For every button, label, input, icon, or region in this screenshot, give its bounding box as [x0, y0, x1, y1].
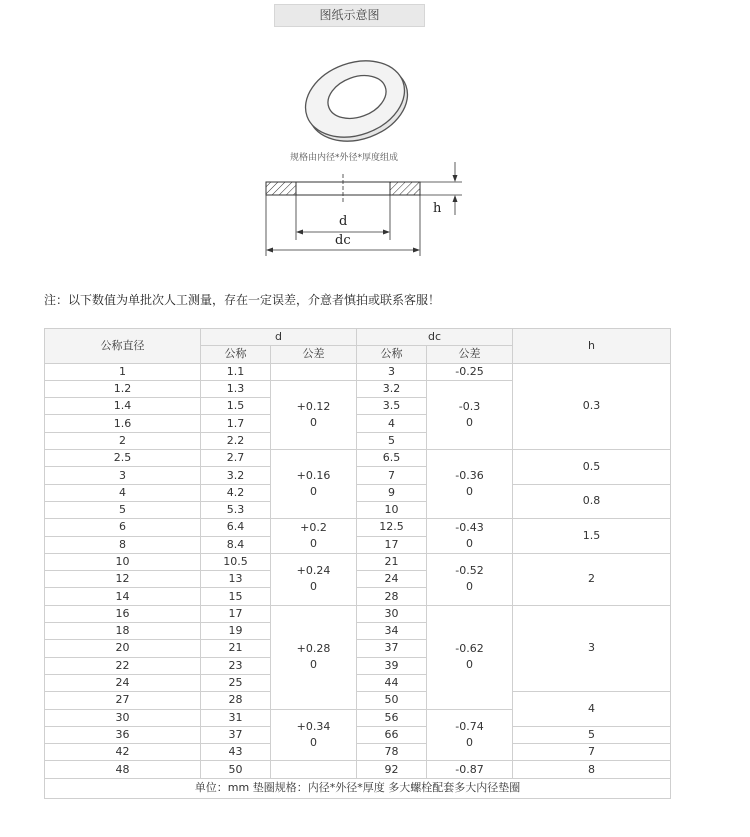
cell-dc-tolerance	[427, 519, 513, 554]
cell-nominal: 18	[45, 623, 201, 640]
cell-h: 8	[513, 761, 671, 778]
cell-dc: 5	[357, 432, 427, 449]
cell-dc: 37	[357, 640, 427, 657]
cell-dc-tolerance-upper: -0.36	[455, 469, 484, 483]
cell-dc-tolerance-lower: 0	[466, 415, 474, 429]
cell-dc-tolerance	[427, 761, 513, 778]
cell-h: 0.8	[513, 484, 671, 519]
cell-dc-tolerance-lower: 0	[466, 580, 474, 594]
cell-dc: 3	[357, 363, 427, 380]
cell-d-tolerance	[271, 553, 357, 605]
cell-d-tolerance-lower: 0	[310, 537, 317, 551]
cell-nominal: 8	[45, 536, 201, 553]
table-row	[45, 692, 671, 709]
cell-nominal: 1.2	[45, 380, 201, 397]
cell-h: 2	[513, 553, 671, 605]
cell-d: 25	[201, 674, 271, 691]
cell-nominal: 6	[45, 519, 201, 536]
cell-h: 5	[513, 726, 671, 743]
spec-table	[44, 328, 671, 799]
label-h: h	[433, 201, 442, 216]
label-dc: dc	[335, 233, 351, 248]
cell-d: 50	[201, 761, 271, 778]
cell-dc-tolerance-upper: -0.62	[455, 642, 484, 656]
cell-d-tolerance-lower: 0	[310, 580, 317, 594]
cell-dc-tolerance-upper: -0.43	[455, 521, 484, 535]
cell-h: 1.5	[513, 519, 671, 554]
cell-dc: 78	[357, 744, 427, 761]
cell-nominal: 27	[45, 692, 201, 709]
table-footer: 单位：mm 垫圈规格：内径*外径*厚度 多大螺栓配套多大内径垫圈	[45, 778, 671, 798]
cell-dc: 21	[357, 553, 427, 570]
cell-dc: 28	[357, 588, 427, 605]
cell-dc: 66	[357, 726, 427, 743]
cell-d: 2.7	[201, 450, 271, 467]
cell-nominal: 1.4	[45, 398, 201, 415]
cell-d: 15	[201, 588, 271, 605]
cell-d: 8.4	[201, 536, 271, 553]
cell-dc: 44	[357, 674, 427, 691]
cell-d: 37	[201, 726, 271, 743]
cell-d-tolerance	[271, 363, 357, 380]
table-row	[45, 363, 671, 380]
cell-d: 5.3	[201, 501, 271, 518]
cell-nominal: 2.5	[45, 450, 201, 467]
cell-dc: 12.5	[357, 519, 427, 536]
cell-nominal: 20	[45, 640, 201, 657]
cell-d: 1.7	[201, 415, 271, 432]
washer-diagram	[0, 0, 750, 280]
header-h: h	[513, 329, 671, 364]
cell-nominal: 12	[45, 571, 201, 588]
cell-d-tolerance-upper: +0.28	[296, 642, 331, 656]
cell-h: 4	[513, 692, 671, 727]
cell-d: 19	[201, 623, 271, 640]
cell-dc: 3.2	[357, 380, 427, 397]
cell-nominal: 16	[45, 605, 201, 622]
cell-dc-tolerance-upper: -0.25	[455, 364, 484, 378]
cell-dc: 17	[357, 536, 427, 553]
cell-d: 1.1	[201, 363, 271, 380]
cell-dc-tolerance-upper: -0.3	[458, 399, 481, 413]
cell-d-tolerance	[271, 761, 357, 778]
diagram-title: 图纸示意图	[274, 4, 425, 27]
cell-dc: 34	[357, 623, 427, 640]
cell-nominal: 10	[45, 553, 201, 570]
cell-h: 3	[513, 605, 671, 691]
cell-dc-tolerance	[427, 363, 513, 380]
cell-d-tolerance	[271, 380, 357, 449]
cell-d-tolerance-upper: +0.34	[296, 719, 331, 733]
cell-nominal: 22	[45, 657, 201, 674]
cell-nominal: 42	[45, 744, 201, 761]
cell-dc: 56	[357, 709, 427, 726]
cell-d: 1.5	[201, 398, 271, 415]
cell-d: 31	[201, 709, 271, 726]
cell-nominal: 1.6	[45, 415, 201, 432]
header-d-nominal: 公称	[201, 346, 271, 363]
cell-dc: 24	[357, 571, 427, 588]
cell-d-tolerance-upper: +0.24	[296, 564, 331, 578]
cell-d-tolerance	[271, 709, 357, 761]
cell-dc-tolerance-lower: 0	[466, 485, 474, 499]
table-row	[45, 519, 671, 536]
table-row	[45, 726, 671, 743]
cell-h: 0.3	[513, 363, 671, 449]
cell-dc-tolerance-lower: 0	[466, 537, 474, 551]
cell-dc: 10	[357, 501, 427, 518]
cell-h: 0.5	[513, 450, 671, 485]
cell-dc-tolerance-lower: 0	[466, 658, 474, 672]
cell-dc-tolerance-upper: -0.87	[455, 762, 484, 776]
cell-d-tolerance-lower: 0	[310, 658, 317, 672]
cell-dc: 9	[357, 484, 427, 501]
cell-nominal: 2	[45, 432, 201, 449]
cell-d-tolerance-upper: +0.16	[296, 469, 331, 483]
header-d-tolerance: 公差	[271, 346, 357, 363]
cell-dc: 3.5	[357, 398, 427, 415]
cell-dc-tolerance-lower: 0	[466, 735, 474, 749]
washer-3d-icon	[295, 48, 418, 155]
table-row	[45, 484, 671, 501]
cell-d: 21	[201, 640, 271, 657]
cell-d: 28	[201, 692, 271, 709]
cell-dc: 7	[357, 467, 427, 484]
header-dc-nominal: 公称	[357, 346, 427, 363]
label-d: d	[339, 214, 348, 229]
cell-dc: 30	[357, 605, 427, 622]
cell-d-tolerance-upper: +0.2	[300, 521, 327, 535]
cell-nominal: 3	[45, 467, 201, 484]
cell-d-tolerance-lower: 0	[310, 415, 317, 429]
cell-nominal: 5	[45, 501, 201, 518]
cell-d: 6.4	[201, 519, 271, 536]
cell-dc: 50	[357, 692, 427, 709]
cell-dc-tolerance	[427, 709, 513, 761]
table-row	[45, 761, 671, 778]
table-row	[45, 553, 671, 570]
cell-d: 4.2	[201, 484, 271, 501]
header-d: d	[201, 329, 357, 346]
diagram-caption: 规格由内径*外径*厚度组成	[290, 153, 399, 163]
cell-nominal: 24	[45, 674, 201, 691]
table-header-row	[45, 329, 671, 346]
disclaimer-note: 注：以下数值为单批次人工测量，存在一定误差，介意者慎拍或联系客服！	[44, 293, 441, 307]
washer-drawing	[0, 0, 750, 280]
cell-d-tolerance-lower: 0	[310, 735, 317, 749]
cell-nominal: 30	[45, 709, 201, 726]
cell-h: 7	[513, 744, 671, 761]
cell-dc: 39	[357, 657, 427, 674]
cell-d-tolerance-lower: 0	[310, 485, 317, 499]
cell-d: 13	[201, 571, 271, 588]
cell-nominal: 48	[45, 761, 201, 778]
table-footer-row	[45, 778, 671, 798]
cell-dc: 92	[357, 761, 427, 778]
cell-nominal: 14	[45, 588, 201, 605]
cell-d-tolerance-upper: +0.12	[296, 399, 331, 413]
cell-d-tolerance	[271, 519, 357, 554]
header-dc-tolerance: 公差	[427, 346, 513, 363]
cell-d-tolerance	[271, 605, 357, 709]
table-row	[45, 605, 671, 622]
cell-dc-tolerance	[427, 553, 513, 605]
cell-dc-tolerance-upper: -0.74	[455, 719, 484, 733]
table-row	[45, 744, 671, 761]
cell-d-tolerance	[271, 450, 357, 519]
header-nominal: 公称直径	[45, 329, 201, 364]
cell-dc-tolerance	[427, 380, 513, 449]
cell-dc-tolerance	[427, 605, 513, 709]
cell-d: 1.3	[201, 380, 271, 397]
cell-d: 43	[201, 744, 271, 761]
cell-d: 2.2	[201, 432, 271, 449]
cell-d: 3.2	[201, 467, 271, 484]
cell-d: 17	[201, 605, 271, 622]
table-row	[45, 450, 671, 467]
header-dc: dc	[357, 329, 513, 346]
cell-dc: 4	[357, 415, 427, 432]
cell-d: 10.5	[201, 553, 271, 570]
cell-nominal: 1	[45, 363, 201, 380]
cell-d: 23	[201, 657, 271, 674]
cell-dc-tolerance	[427, 450, 513, 519]
cell-nominal: 36	[45, 726, 201, 743]
cell-nominal: 4	[45, 484, 201, 501]
cell-dc: 6.5	[357, 450, 427, 467]
cell-dc-tolerance-upper: -0.52	[455, 564, 484, 578]
